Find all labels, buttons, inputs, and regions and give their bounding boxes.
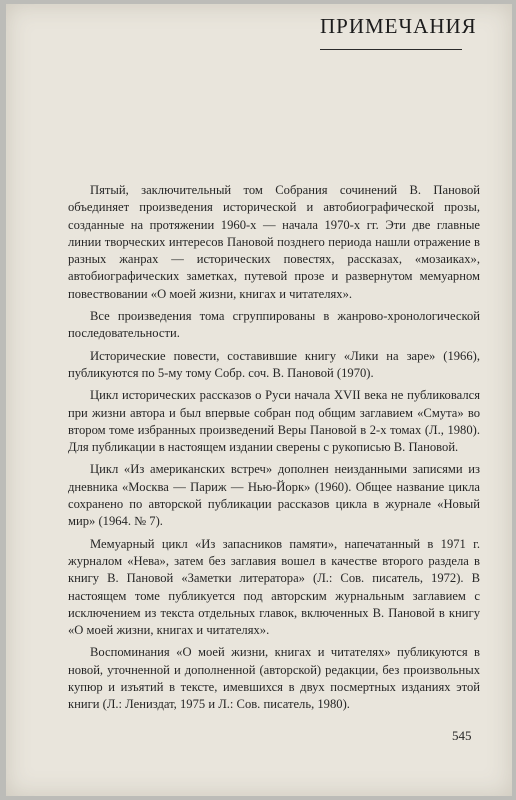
- paragraph: Цикл «Из американских встреч» дополнен неизданными записями из дневника «Москва — Париж — Нью-Йорк» (1960). Общее название цикла сохранено по авторской публикации рассказов цикла в журнале «Новый мир» (1964. № 7).: [68, 462, 480, 529]
- notes-body: [68, 182, 480, 719]
- book-page: [6, 4, 512, 796]
- paragraph: Цикл исторических рассказов о Руси начала XVII века не публиковался при жизни автора и был впервые собран под общим заглавием «Смута» во втором томе избранных произведений Веры Пановой в 2-х томах (Л., 1980). Для публикации в настоящем издании сверены с рукописью В. Пановой.: [68, 388, 480, 455]
- paragraph: Мемуарный цикл «Из запасников памяти», напечатанный в 1971 г. журналом «Нева», затем без заглавия вошел в качестве второго раздела в книгу В. Пановой «Заметки литератора» (Л.: Сов. писатель, 1972). В настоящем томе публикуется под авторским журнальным заглавием с исключением из текста отдельных главок, включенных В. Пановой в книгу «О моей жизни, книгах и читателях».: [68, 536, 480, 638]
- paragraph: Воспоминания «О моей жизни, книгах и читателях» публикуются в новой, уточненной и дополненной (авторской) редакции, без произвольных купюр и изъятий в тексте, имевшихся в двух посмертных изданиях этой книги (Л.: Лениздат, 1975 и Л.: Сов. писатель, 1980).: [68, 645, 480, 712]
- title-underline: [320, 49, 462, 50]
- paragraph: Исторические повести, составившие книгу «Лики на заре» (1966), публикуются по 5-му тому Собр. соч. В. Пановой (1970).: [68, 348, 480, 380]
- paragraph: Пятый, заключительный том Собрания сочинений В. Пановой объединяет произведения исторической и автобиографической прозы, созданные на протяжении 1960-х — начала 1970-х гг. Эти две главные линии творческих интересов Пановой позднего периода нашли отражение в разных жанрах — исторических повестях, рассказах, «мозаиках», автобиографических заметках, путевой прозе и развернутом мемуарном повествовании «О моей жизни, книгах и читателях».: [68, 183, 480, 301]
- paragraph: Все произведения тома сгруппированы в жанрово-хронологической последовательности.: [68, 309, 480, 341]
- page-number: 545: [452, 728, 472, 743]
- section-title: ПРИМЕЧАНИЯ: [320, 14, 477, 38]
